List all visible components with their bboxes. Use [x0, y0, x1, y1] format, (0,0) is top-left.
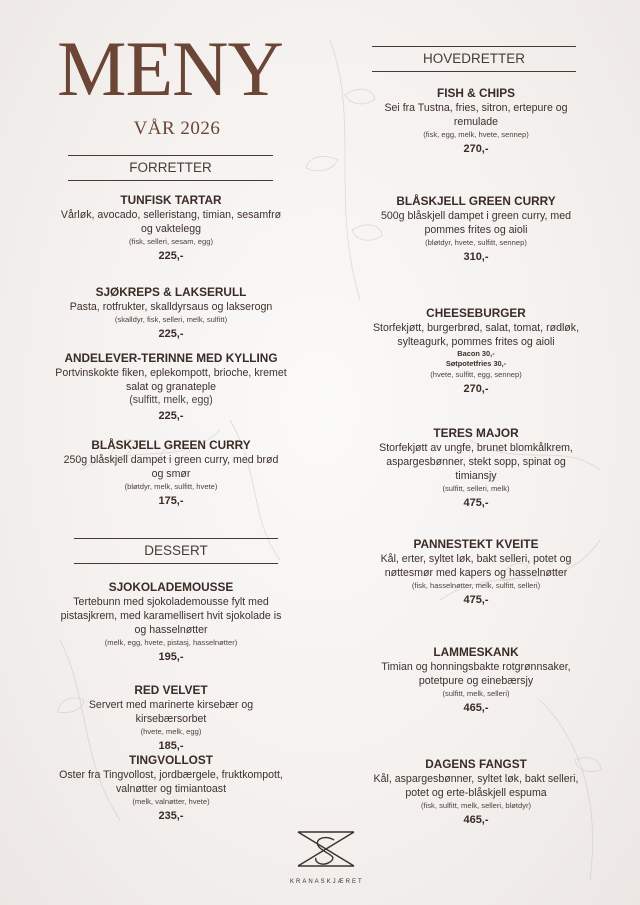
menu-item: [366, 645, 586, 716]
item-name: PANNESTEKT KVEITE: [413, 537, 539, 551]
menu-item: [54, 753, 288, 824]
menu-item: [366, 306, 586, 397]
item-allergens: (melk, egg, hvete, pistasj, hasselnøtter): [104, 638, 238, 647]
item-allergens: (sulfitt, selleri, melk): [442, 484, 510, 493]
brand-name: KRANASKJÆRET: [290, 879, 364, 885]
item-description: Oster fra Tingvollost, jordbærgele, fruktkompott, valnøtter og timiantoast: [59, 769, 283, 795]
item-price: 225,-: [158, 410, 184, 422]
item-name: ANDELEVER-TERINNE MED KYLLING: [64, 351, 278, 365]
item-description: Pasta, rotfrukter, skalldyrsaus og lakserogn: [69, 301, 273, 313]
item-name: TUNFISK TARTAR: [120, 193, 222, 207]
item-allergens: (fisk, sulfitt, melk, selleri, bløtdyr): [420, 801, 532, 810]
item-name: RED VELVET: [134, 683, 208, 697]
menu-item: [54, 351, 288, 424]
menu-item: [58, 193, 284, 264]
item-price: 195,-: [158, 651, 184, 663]
menu-item: [366, 86, 586, 157]
item-description: 500g blåskjell dampet i green curry, med pommes frites og aioli: [381, 210, 571, 236]
item-name: SJØKREPS & LAKSERULL: [95, 285, 247, 299]
item-name: CHEESEBURGER: [426, 306, 526, 320]
item-price: 310,-: [463, 251, 489, 263]
item-description: Timian og honningsbakte rotgrønnsaker, potetpure og einebærsjy: [381, 661, 571, 687]
item-price: 175,-: [158, 495, 184, 507]
item-price: 475,-: [463, 594, 489, 606]
item-allergens: (bløtdyr, hvete, sulfitt, sennep): [425, 238, 527, 247]
menu-item: [54, 683, 288, 754]
section-header-dessert: DESSERT: [74, 538, 278, 564]
item-name: LAMMESKANK: [433, 645, 519, 659]
item-price: 465,-: [463, 702, 489, 714]
item-allergens: (hvete, melk, egg): [140, 727, 202, 736]
item-description: Storfekjøtt av ungfe, brunet blomkålkrem, aspargesbønner, stekt sopp, spinat og timiansjy: [379, 442, 573, 482]
item-name: BLÅSKJELL GREEN CURRY: [396, 194, 556, 208]
item-price: 475,-: [463, 497, 489, 509]
item-extra: Søtpotetfries 30,-: [445, 359, 507, 368]
item-allergens: (sulfitt, melk, egg): [129, 394, 213, 406]
item-name: TINGVOLLOST: [129, 753, 213, 767]
section-header-starters: FORRETTER: [68, 155, 273, 181]
menu-item: [58, 285, 284, 342]
item-price: 225,-: [158, 328, 184, 340]
section-header-mains: HOVEDRETTER: [372, 46, 576, 72]
item-allergens: (melk, valnøtter, hvete): [132, 797, 210, 806]
item-description: Sei fra Tustna, fries, sitron, ertepure og remulade: [384, 102, 568, 128]
item-allergens: (fisk, hasselnøtter, melk, sulfitt, selleri): [411, 581, 541, 590]
item-allergens: (hvete, sulfitt, egg, sennep): [430, 370, 522, 379]
brand-logo: [290, 828, 362, 885]
menu-item: [366, 537, 586, 608]
kranaskjaeret-logo-icon: [294, 828, 358, 872]
season-subtitle: VÅR 2026: [133, 118, 221, 139]
item-name: TERES MAJOR: [433, 426, 519, 440]
item-price: 270,-: [463, 143, 489, 155]
item-name: DAGENS FANGST: [425, 757, 527, 771]
item-description: Kål, aspargesbønner, syltet løk, bakt selleri, potet og erte-blåskjell espuma: [373, 773, 579, 799]
item-description: Portvinskokte fiken, eplekompott, brioche, kremet salat og granateple: [55, 367, 287, 393]
item-description: Storfekjøtt, burgerbrød, salat, tomat, rødløk, sylteagurk, pommes frites og aioli: [372, 322, 580, 348]
item-description: Kål, erter, syltet løk, bakt selleri, potet og nøttesmør med kapers og hasselnøtter: [380, 553, 572, 579]
item-allergens: (bløtdyr, melk, sulfitt, hvete): [124, 482, 218, 491]
item-price: 270,-: [463, 383, 489, 395]
menu-item: [366, 194, 586, 265]
item-price: 235,-: [158, 810, 184, 822]
item-allergens: (sulfitt, melk, selleri): [442, 689, 510, 698]
item-description: Tertebunn med sjokolademousse fylt med pistasjkrem, med karamellisert hvit sjokolade is og hasselnøtter: [60, 596, 282, 636]
item-description: Vårløk, avocado, selleristang, timian, sesamfrø og vaktelegg: [60, 209, 282, 235]
menu-item: [366, 757, 586, 828]
item-extra: Bacon 30,-: [457, 349, 495, 358]
item-price: 185,-: [158, 740, 184, 752]
item-allergens: (fisk, selleri, sesam, egg): [129, 237, 213, 246]
item-allergens: (skalldyr, fisk, selleri, melk, sulfitt): [114, 315, 228, 324]
item-name: BLÅSKJELL GREEN CURRY: [91, 438, 251, 452]
menu-item: [58, 438, 284, 509]
item-allergens: (fisk, egg, melk, hvete, sennep): [423, 130, 529, 139]
menu-item: [54, 580, 288, 665]
item-price: 225,-: [158, 250, 184, 262]
menu-title: MENY: [57, 25, 283, 112]
item-name: FISH & CHIPS: [437, 86, 515, 100]
item-name: SJOKOLADEMOUSSE: [108, 580, 234, 594]
item-description: 250g blåskjell dampet i green curry, med brød og smør: [63, 454, 279, 480]
menu-item: [366, 426, 586, 511]
item-price: 465,-: [463, 814, 489, 826]
item-description: Servert med marinerte kirsebær og kirsebærsorbet: [88, 699, 254, 725]
